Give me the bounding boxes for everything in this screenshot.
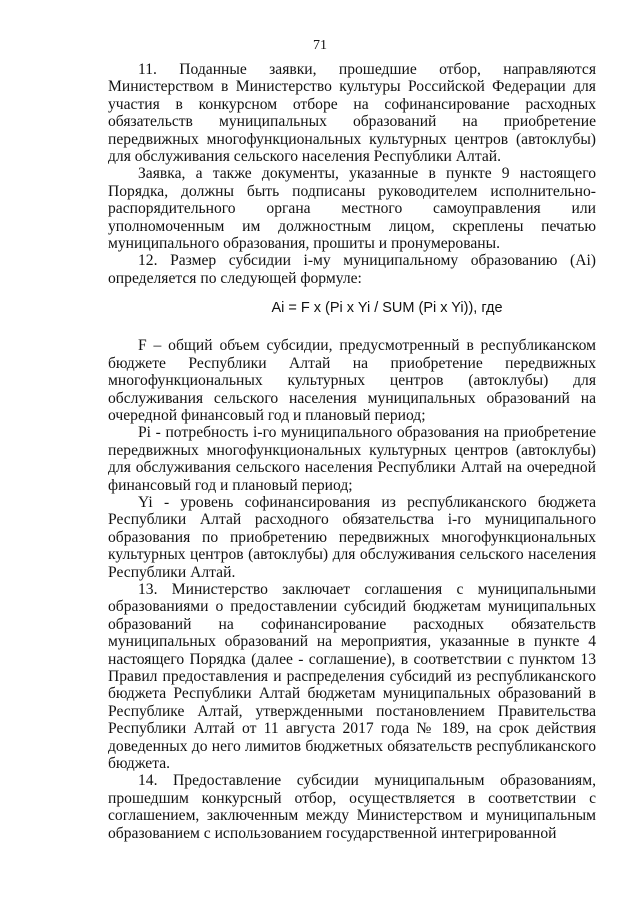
- definition-f: F – общий объем субсидии, предусмотренный в республиканском бюджете Республики Алтай на приобретение передвижных многофункциональных культурных центров (автоклубы) для обслуживания сельского населения муниципальных образований на очередной финансовый год и плановый период;: [108, 337, 596, 424]
- paragraph-13: 13. Министерство заключает соглашения с муниципальными образованиями о предоставлении субсидий бюджетам муниципальных образований на софинансирование расходных обязательств муниципальных образований на мероприятия, указанные в пункте 4 настоящего Порядка (далее - соглашение), в соответствии с пунктом 13 Правил предоставления и распределения субсидий из республиканского бюджета Республики Алтай бюджетам муниципальных образований в Республике Алтай, утвержденными постановлением Правительства Республики Алтай от 11 августа 2017 года № 189, на срок действия доведенных до него лимитов бюджетных обязательств республиканского бюджета.: [108, 580, 596, 773]
- paragraph-14: 14. Предоставление субсидии муниципальным образованиям, прошедшим конкурсный отбор, осуществляется в соответствии с соглашением, заключенным между Министерством и муниципальным образованием с использованием государственной интегрированной: [108, 772, 596, 842]
- page-number: 71: [313, 38, 327, 53]
- document-body: [108, 61, 596, 842]
- paragraph-12: 12. Размер субсидии i-му муниципальному образованию (Ai) определяется по следующей формуле:: [108, 252, 596, 287]
- definition-yi: Yi - уровень софинансирования из республиканского бюджета Республики Алтай расходного обязательства i-го муниципального образования по приобретению передвижных многофункциональных культурных центров (автоклубы) для обслуживания сельского населения Республики Алтай.: [108, 493, 596, 581]
- subsidy-formula: Ai = F x (Pi x Yi / SUM (Pi x Yi)), где: [271, 300, 503, 317]
- paragraph-11: 11. Поданные заявки, прошедшие отбор, направляются Министерством в Министерство культуры Российской Федерации для участия в конкурсном отборе на софинансирование расходных обязательств муниципальных образований на приобретение передвижных многофункциональных культурных центров (автоклубы) для обслуживания сельского населения Республики Алтай.: [108, 61, 596, 166]
- definition-pi: Pi - потребность i-го муниципального образования на приобретение передвижных многофункциональных культурных центров (автоклубы) для обслуживания сельского населения Республики Алтай на очередной финансовый год и плановый период;: [108, 424, 596, 494]
- paragraph-application-signing: Заявка, а также документы, указанные в пункте 9 настоящего Порядка, должны быть подписаны руководителем исполнительно-распорядительного органа местного самоуправления или уполномоченным им должностным лицом, скреплены печатью муниципального образования, прошиты и пронумерованы.: [108, 165, 596, 253]
